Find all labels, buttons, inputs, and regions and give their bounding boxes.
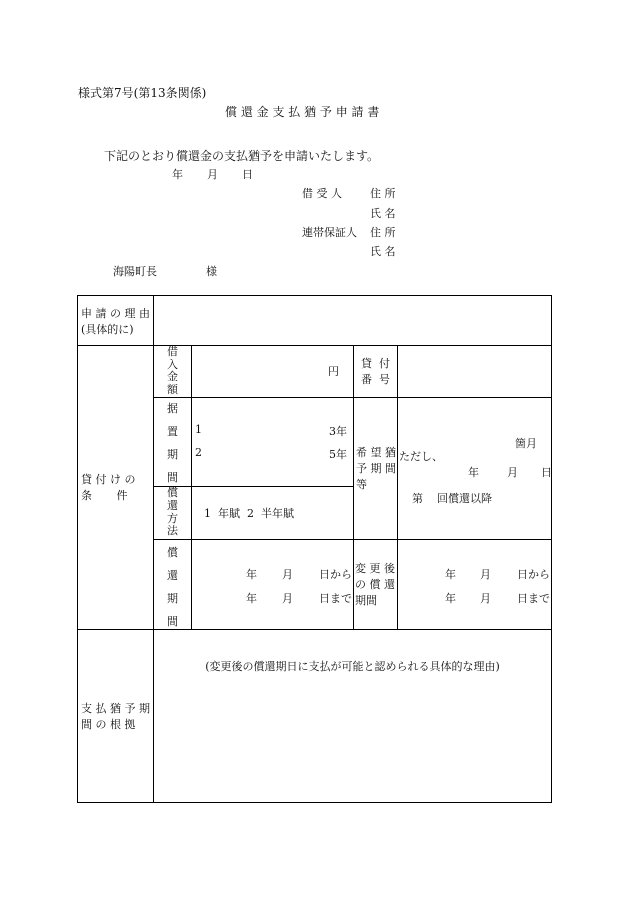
date-year-label: 年 bbox=[172, 168, 183, 181]
form-number: 様式第7号(第13条関係) bbox=[78, 86, 207, 100]
however-day: 日 bbox=[541, 465, 552, 479]
after-from-label: 日から bbox=[517, 567, 550, 581]
repay-from-year: 年 bbox=[246, 567, 257, 581]
deferment-option-2-value[interactable]: 5年 bbox=[329, 447, 347, 461]
months-unit: 箇月 bbox=[515, 436, 537, 450]
basis-input[interactable] bbox=[154, 629, 552, 802]
repay-until-month: 月 bbox=[282, 591, 293, 605]
repay-from-label: 日から bbox=[319, 567, 352, 581]
addressee: 海陽町長 bbox=[113, 265, 157, 278]
after-from-year: 年 bbox=[445, 567, 456, 581]
repay-period-label-cell bbox=[154, 539, 192, 629]
reason-input[interactable] bbox=[154, 296, 552, 346]
intro-text: 下記のとおり償還金の支払猶予を申請いたします。 bbox=[104, 149, 380, 163]
repay-period-label-2: 還 bbox=[167, 568, 178, 582]
guarantor-name-label: 氏 名 bbox=[370, 245, 396, 258]
loan-amount-label-3: 金 bbox=[167, 370, 178, 384]
repay-until-year: 年 bbox=[246, 591, 257, 605]
desired-deferment-input[interactable] bbox=[398, 397, 552, 539]
deferment-option-2-number: 2 bbox=[195, 445, 202, 459]
deferment-label-cell bbox=[154, 397, 192, 486]
loan-amount-input[interactable] bbox=[192, 346, 354, 398]
addressee-suffix: 様 bbox=[206, 265, 217, 278]
loan-amount-label-2: 入 bbox=[167, 357, 178, 371]
after-until-month: 月 bbox=[480, 591, 491, 605]
reason-sublabel: (具体的に) bbox=[81, 322, 134, 336]
guarantor-label: 連帯保証人 bbox=[302, 226, 357, 239]
repay-period-label-1: 償 bbox=[167, 545, 178, 559]
deferment-label-4: 間 bbox=[167, 470, 178, 484]
from-repayment-label: 第 回償還以降 bbox=[412, 491, 492, 505]
basis-hint: (変更後の償還期日に支払が可能と認められる具体的な理由) bbox=[205, 659, 500, 673]
borrower-name-label: 氏 名 bbox=[370, 207, 396, 220]
after-change-label-1: 変 更 後 bbox=[355, 562, 395, 576]
repay-from-month: 月 bbox=[282, 567, 293, 581]
after-until-year: 年 bbox=[445, 591, 456, 605]
deferment-label-3: 期 bbox=[167, 447, 178, 461]
repay-period-label-4: 間 bbox=[167, 614, 178, 628]
however-month: 月 bbox=[507, 465, 518, 479]
however-label: ただし、 bbox=[399, 449, 443, 463]
desired-deferment-label-3: 等 bbox=[356, 478, 367, 492]
date-month-label: 月 bbox=[207, 168, 218, 181]
loan-number-input[interactable] bbox=[398, 346, 552, 398]
reason-label-cell bbox=[78, 296, 154, 346]
reason-label: 申 請 の 理 由 bbox=[81, 306, 150, 320]
borrower-label: 借 受 人 bbox=[302, 187, 342, 200]
deferment-label-1: 据 bbox=[167, 401, 178, 415]
borrower-address-label: 住 所 bbox=[370, 187, 396, 200]
repay-method-label-1: 償 bbox=[167, 486, 178, 500]
repay-method-label-cell bbox=[154, 486, 192, 539]
loan-amount-label-cell bbox=[154, 346, 192, 398]
repay-period-label-3: 期 bbox=[167, 591, 178, 605]
loan-terms-label-2: 条 件 bbox=[81, 489, 128, 503]
after-change-label-cell bbox=[354, 539, 398, 629]
loan-number-label-cell bbox=[354, 346, 398, 398]
repay-method-label-4: 法 bbox=[167, 524, 178, 538]
application-table bbox=[77, 295, 552, 803]
loan-amount-label-4: 額 bbox=[167, 382, 178, 396]
deferment-option-1-value[interactable]: 3年 bbox=[329, 424, 347, 438]
deferment-options-cell bbox=[192, 397, 354, 486]
desired-deferment-label-1: 希 望 猶 bbox=[356, 446, 396, 460]
after-change-label-3: 期間 bbox=[355, 594, 377, 608]
after-change-period-input[interactable] bbox=[398, 539, 552, 629]
loan-terms-label: 貸 付 け の bbox=[81, 473, 136, 487]
however-year: 年 bbox=[468, 465, 479, 479]
after-until-label: 日まで bbox=[517, 591, 550, 605]
after-from-month: 月 bbox=[480, 567, 491, 581]
repay-method-value[interactable]: 1 年賦 2 半年賦 bbox=[192, 486, 354, 539]
desired-deferment-label-2: 予 期 間 bbox=[356, 462, 396, 476]
form-title: 償 還 金 支 払 猶 予 申 請 書 bbox=[225, 105, 380, 119]
repay-until-label: 日まで bbox=[319, 591, 352, 605]
basis-label-1: 支 払 猶 予 期 bbox=[81, 701, 150, 715]
guarantor-address-label: 住 所 bbox=[370, 226, 396, 239]
loan-number-label-2: 番 号 bbox=[361, 373, 390, 387]
date-day-label: 日 bbox=[242, 168, 253, 181]
repay-period-input[interactable] bbox=[192, 539, 354, 629]
after-change-label-2: の 償 還 bbox=[355, 578, 395, 592]
basis-label-cell bbox=[78, 629, 154, 802]
deferment-option-1-number: 1 bbox=[195, 422, 202, 436]
desired-deferment-label-cell bbox=[354, 397, 398, 539]
loan-terms-label-cell bbox=[78, 346, 154, 630]
loan-amount-label-1: 借 bbox=[167, 345, 178, 358]
deferment-label-2: 置 bbox=[167, 424, 178, 438]
basis-label-2: 間 の 根 拠 bbox=[81, 717, 136, 731]
yen-unit: 円 bbox=[328, 365, 339, 379]
repay-method-label-3: 方 bbox=[167, 511, 178, 525]
repay-method-label-2: 還 bbox=[167, 498, 178, 512]
loan-number-label-1: 貸 付 bbox=[361, 357, 390, 371]
